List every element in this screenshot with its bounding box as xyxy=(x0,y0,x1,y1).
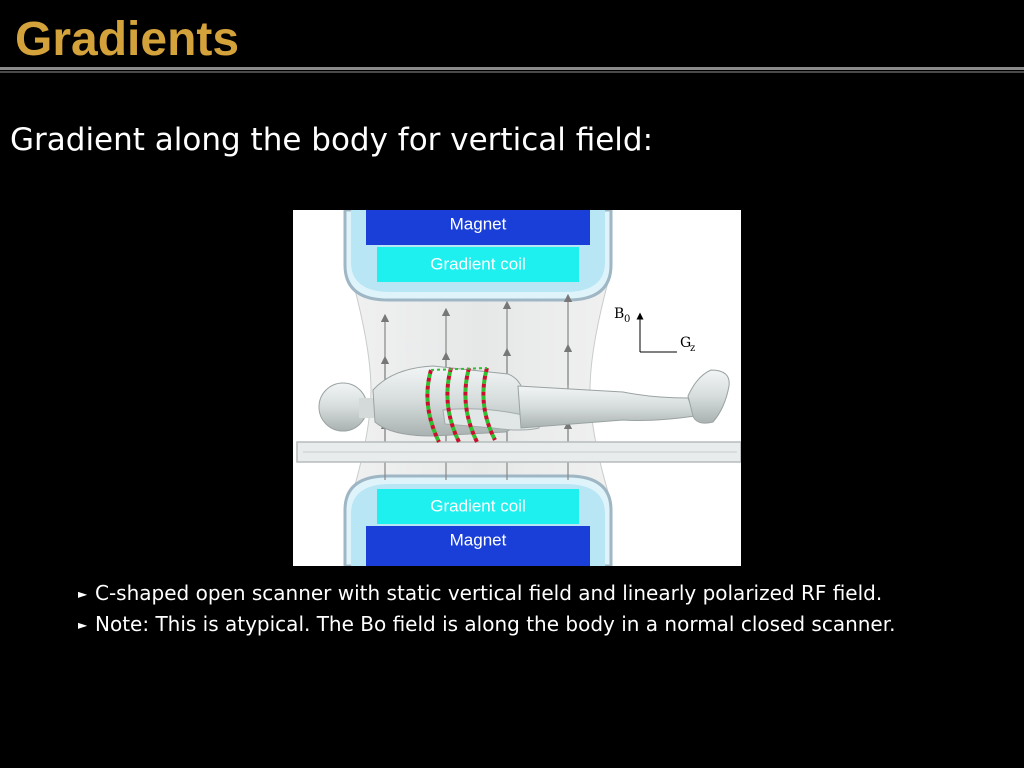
bottom-gradient-coil-label: Gradient coil xyxy=(430,496,526,516)
axis-indicator xyxy=(614,306,695,354)
rf-coil-label: RF coil xyxy=(405,339,446,354)
slide-subtitle: Gradient along the body for vertical field: xyxy=(10,122,654,158)
top-gradient-coil-label: Gradient coil xyxy=(430,254,526,274)
axis-gz-sub: z xyxy=(690,343,696,354)
slide-title: Gradients xyxy=(15,13,240,66)
scanner-diagram-svg xyxy=(293,210,741,566)
bottom-magnet-label: Magnet xyxy=(449,530,507,550)
bullet-list xyxy=(78,578,895,640)
axis-gz-label: G xyxy=(680,335,692,351)
bullet-text: Note: This is atypical. The Bo field is along the body in a normal closed scanner. xyxy=(95,612,896,636)
title-divider xyxy=(0,67,1024,70)
axis-b0-label: B xyxy=(614,306,625,322)
title-divider-shadow xyxy=(0,71,1024,73)
bullet-marker-icon: ► xyxy=(78,587,88,601)
scanner-diagram xyxy=(293,210,741,566)
axis-b0-sub: 0 xyxy=(624,314,631,325)
bullet-item xyxy=(78,609,895,640)
bullet-marker-icon: ► xyxy=(78,618,88,632)
bullet-text: C-shaped open scanner with static vertical field and linearly polarized RF field. xyxy=(95,581,883,605)
bullet-item xyxy=(78,578,895,609)
top-magnet-label: Magnet xyxy=(449,214,507,234)
